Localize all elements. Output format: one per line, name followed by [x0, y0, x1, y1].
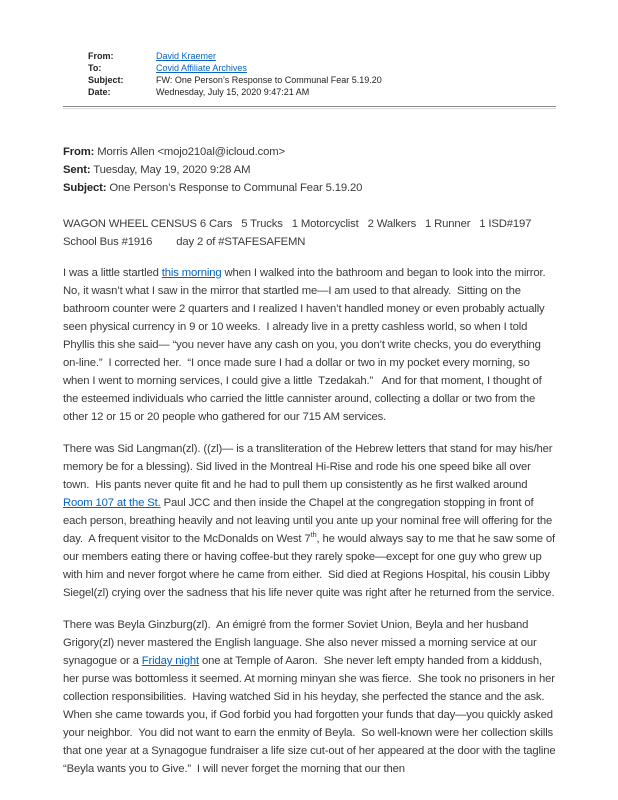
paragraph-2-text: There was Sid Langman(zl). ((zl)— is a transliteration of the Hebrew letters that stand for may his/her memory be for a blessing). Sid lived in the Montreal Hi-Rise and rode his one speed bike all over town. His pants never quite fit and he had to pull them up consistently as he first walked around [63, 443, 556, 491]
forward-sent-line [63, 161, 556, 179]
date-label: Date: [88, 87, 111, 97]
recipient-link[interactable]: Covid Affiliate Archives [156, 63, 247, 73]
paragraph-1-text: I was a little startled [63, 267, 162, 279]
forward-subject-value: One Person’s Response to Communal Fear 5.19.20 [106, 182, 363, 194]
forward-from-value: Morris Allen <mojo210al@icloud.com> [94, 146, 285, 158]
wagon-wheel-census-line: WAGON WHEEL CENSUS 6 Cars 5 Trucks 1 Motorcyclist 2 Walkers 1 Runner 1 ISD#197 School Bus #1916 day 2 of #STAFESAFEMN [63, 218, 535, 248]
forward-from-label: From: [63, 146, 95, 158]
header-field-from [88, 50, 556, 62]
email-header-block [88, 50, 556, 98]
header-divider [63, 106, 556, 109]
date-value: Wednesday, July 15, 2020 9:47:21 AM [156, 87, 310, 97]
room-107-link[interactable]: Room 107 at the St. [63, 497, 161, 509]
forward-subject-line [63, 179, 556, 197]
body-paragraph-1 [63, 264, 556, 426]
forward-sent-value: Tuesday, May 19, 2020 9:28 AM [90, 164, 251, 176]
ordinal-superscript: th [310, 530, 317, 540]
body-paragraph-2 [63, 440, 556, 602]
to-label: To: [88, 63, 102, 73]
header-field-to [88, 62, 556, 74]
subject-value: FW: One Person’s Response to Communal Fear 5.19.20 [156, 75, 382, 85]
forwarded-message-header [63, 143, 556, 197]
paragraph-2-text: , he would always say to me that he saw some of our members eating there or having coffee-but they rarely spoke—except for one guy who grew up with him and never forgot where he came from either. Sid died at Regions Hospital, his cousin Libby Siegel(zl) crying over the sadness that his life never quite was right after he returned from the service. [63, 533, 558, 599]
paragraph-3-text: one at Temple of Aaron. She never left empty handed from a kiddush, her purse was bottomless it seemed. At morning minyan she was fierce. She took no prisoners in her collection responsibilities. Having watched Sid in his heyday, she perfected the stance and the ask. When she came towards you, if God forbid you had forgotten your funds that day—you quickly asked your neighbor. You did not want to earn the enmity of Beyla. So well-known were her collection skills that one year at a Synagogue fundraiser a life size cut-out of her appeared at the door with the tagline “Beyla wants you to Give.” I will never forget the morning that our then [63, 655, 559, 775]
header-field-subject [88, 74, 556, 86]
forward-from-line [63, 143, 556, 161]
paragraph-2-text: Paul JCC and then inside the Chapel at the congregation stopping in front of each person, breathing heavily and not leaving until you ante up your nominal free will offering for the day. A frequent visitor to the McDonalds on West 7 [63, 497, 556, 545]
forward-subject-label: Subject: [63, 182, 107, 194]
body-paragraph-3 [63, 616, 559, 778]
paragraph-1-text: when I walked into the bathroom and began to look into the mirror. No, it wasn’t what I saw in the mirror that startled me—I am used to that already. Sitting on the bathroom counter were 2 quarters and I realized I haven’t handled money or even probably actually seen physical currency in 9 or 10 weeks. I already live in a pretty cashless world, so when I told Phyllis this she said— “you never have any cash on you, you don’t write checks, you do everything on-line.” I corrected her. “I once made sure I had a dollar or two in my pocket every morning, so when I went to morning services, I could give a little Tzedakah.” And for that moment, I thought of the esteemed individuals who carried the little cannister around, collecting a dollar or two from the other 12 or 15 or 20 people who gathered for our 715 AM services. [63, 267, 552, 423]
this-morning-link[interactable]: this morning [161, 267, 222, 279]
forward-sent-label: Sent: [63, 164, 91, 176]
subject-label: Subject: [88, 75, 124, 85]
paragraph-3-text: There was Beyla Ginzburg(zl). An émigré from the former Soviet Union, Beyla and her husband Grigory(zl) never mastered the English language. She also never missed a morning service at our synagogue or a [63, 619, 540, 667]
sender-link[interactable]: David Kraemer [156, 51, 217, 61]
header-field-date [88, 86, 556, 98]
friday-night-link[interactable]: Friday night [141, 655, 200, 667]
from-label: From: [88, 51, 114, 61]
